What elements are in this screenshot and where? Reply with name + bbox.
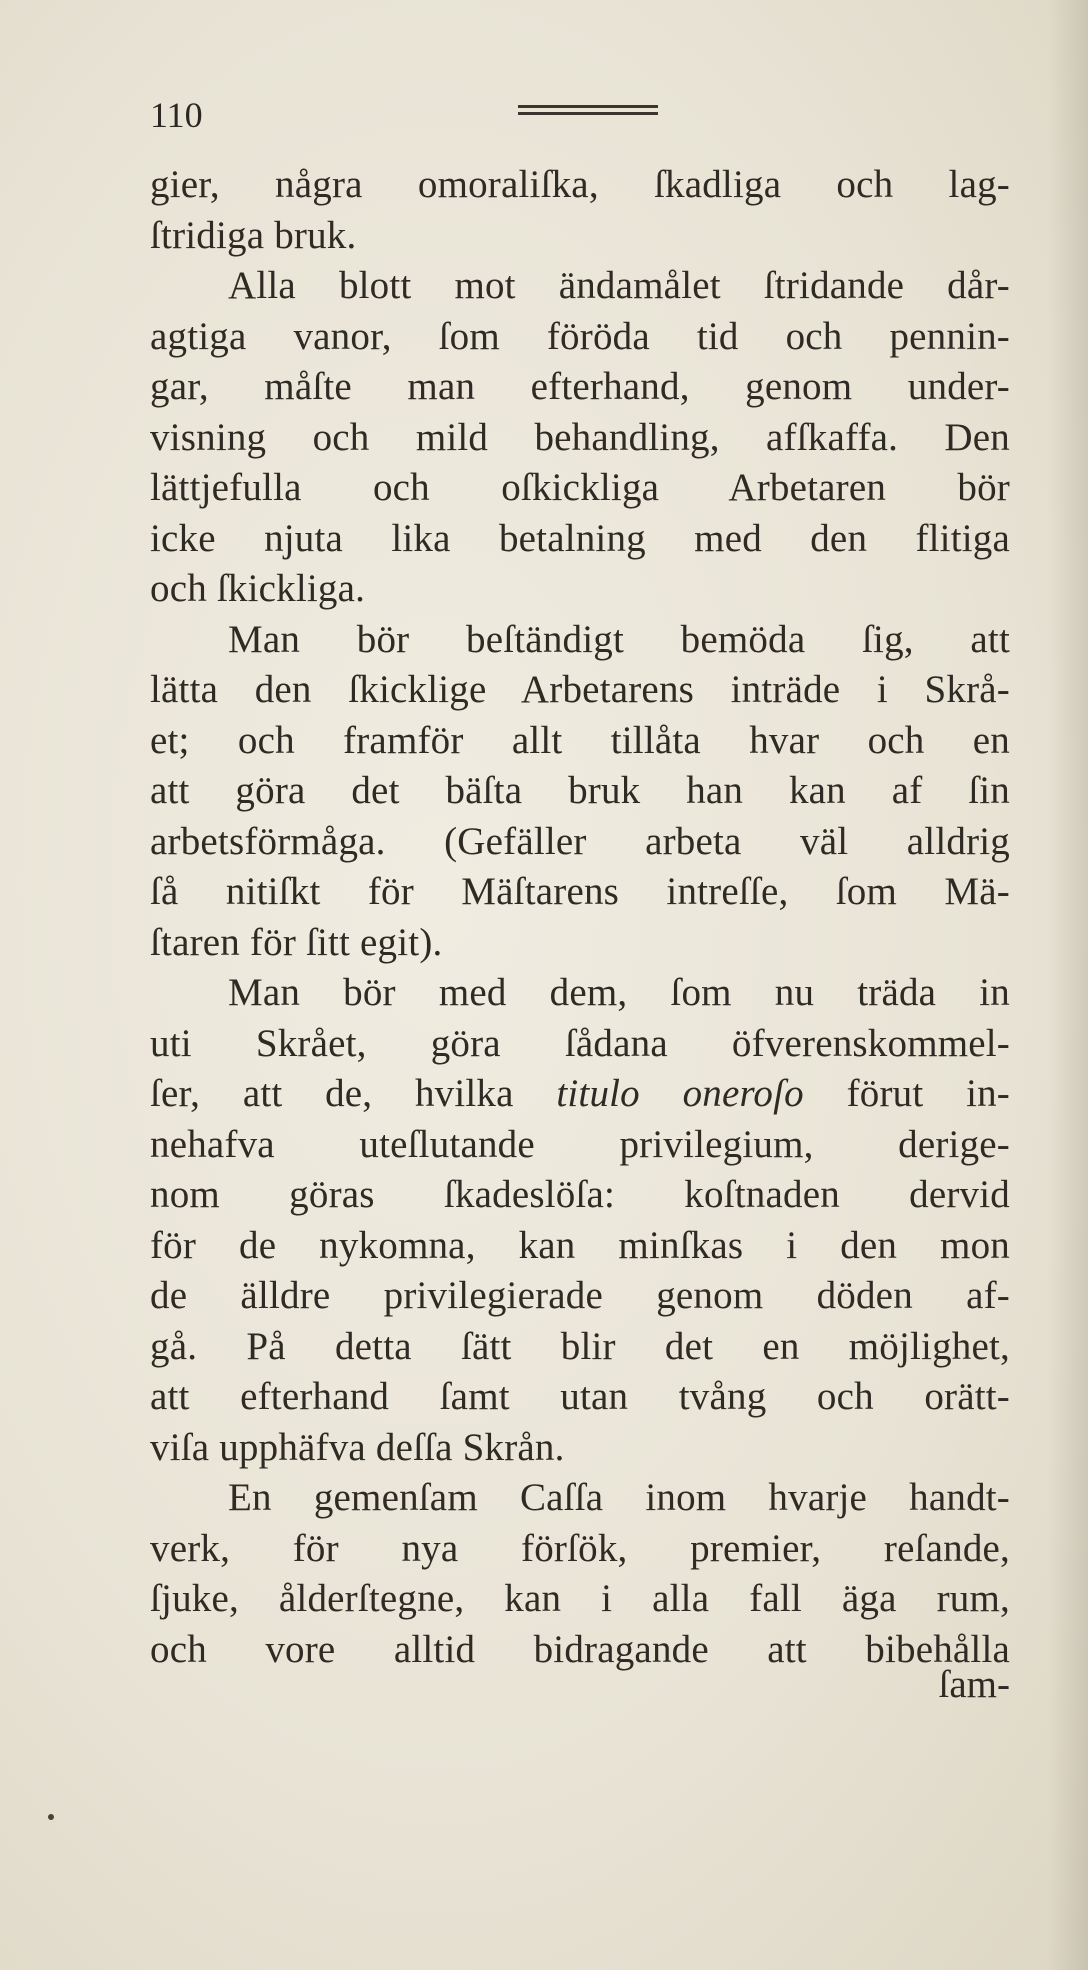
- text-line: En gemenſam Caſſa inom hvarje handt-: [228, 1476, 1010, 1519]
- text-line: [150, 1069, 1010, 1120]
- text-line: icke njuta lika betalning med den flitiga: [150, 516, 1010, 560]
- text-line: gier, några omoraliſka, ſkadliga och lag-: [150, 163, 1010, 206]
- text-line: viſa upphäfva deſſa Skrån.: [150, 1425, 565, 1469]
- text-line: att efterhand ſamt utan tvång och orätt-: [150, 1375, 1010, 1418]
- text-line: lättjefulla och oſkickliga Arbetaren bör: [150, 466, 1010, 509]
- page-number: 110: [150, 95, 203, 135]
- text-line: lätta den ſkicklige Arbetarens inträde i Skrå-: [150, 668, 1010, 711]
- catchword: ſam-: [938, 1663, 1010, 1706]
- text-line: et; och framför allt tillåta hvar och en: [150, 718, 1010, 762]
- text-line: Man bör beſtändigt bemöda ſig, att: [228, 617, 1010, 661]
- text-line: att göra det bäſta bruk han kan af ſin: [150, 769, 1010, 812]
- text-line: ſå nitiſkt för Mäſtarens intreſſe, ſom Mä-: [150, 870, 1010, 913]
- text-line: ſjuke, ålderſtegne, kan i alla fall äga rum,: [150, 1577, 1010, 1620]
- body-text: [150, 160, 1010, 1675]
- text-line: visning och mild behandling, afſkaffa. Den: [150, 415, 1010, 459]
- text-line: och vore alltid bidragande att bibehålla: [150, 1627, 1010, 1671]
- text-line: arbetsförmåga. (Gefäller arbeta väl alldrig: [150, 819, 1010, 863]
- text-line: de älldre privilegierade genom döden af-: [150, 1274, 1010, 1317]
- text-line: för de nykomna, kan minſkas i den mon: [150, 1223, 1010, 1267]
- text-line: agtiga vanor, ſom föröda tid och pennin-: [150, 314, 1010, 358]
- text-line: ſtridiga bruk.: [150, 213, 357, 257]
- text-line-part: ſer, att de, hvilka: [150, 1072, 514, 1115]
- text-line: Man bör med dem, ſom nu träda in: [228, 971, 1010, 1014]
- italic-phrase: titulo oneroſo: [556, 1072, 804, 1115]
- text-line: gar, måſte man efterhand, genom under-: [150, 365, 1010, 408]
- text-line: nom göras ſkadeslöſa: koſtnaden dervid: [150, 1173, 1010, 1216]
- text-line-part: förut in-: [846, 1072, 1010, 1115]
- text-line: verk, för nya förſök, premier, reſande,: [150, 1526, 1010, 1570]
- text-line: uti Skrået, göra ſådana öfverenskommel-: [150, 1021, 1010, 1065]
- text-line: Alla blott mot ändamålet ſtridande dår-: [228, 264, 1010, 307]
- page-header: [150, 95, 1010, 135]
- text-line: gå. På detta ſätt blir det en möjlighet,: [150, 1324, 1010, 1368]
- text-line: ſtaren för ſitt egit).: [150, 920, 443, 964]
- page-edge-shadow: [1048, 0, 1088, 1970]
- text-line: och ſkickliga.: [150, 567, 366, 610]
- header-ornament-rule: [518, 105, 658, 119]
- paper-speck: [48, 1814, 54, 1820]
- text-line: nehafva uteſlutande privilegium, derige-: [150, 1122, 1010, 1166]
